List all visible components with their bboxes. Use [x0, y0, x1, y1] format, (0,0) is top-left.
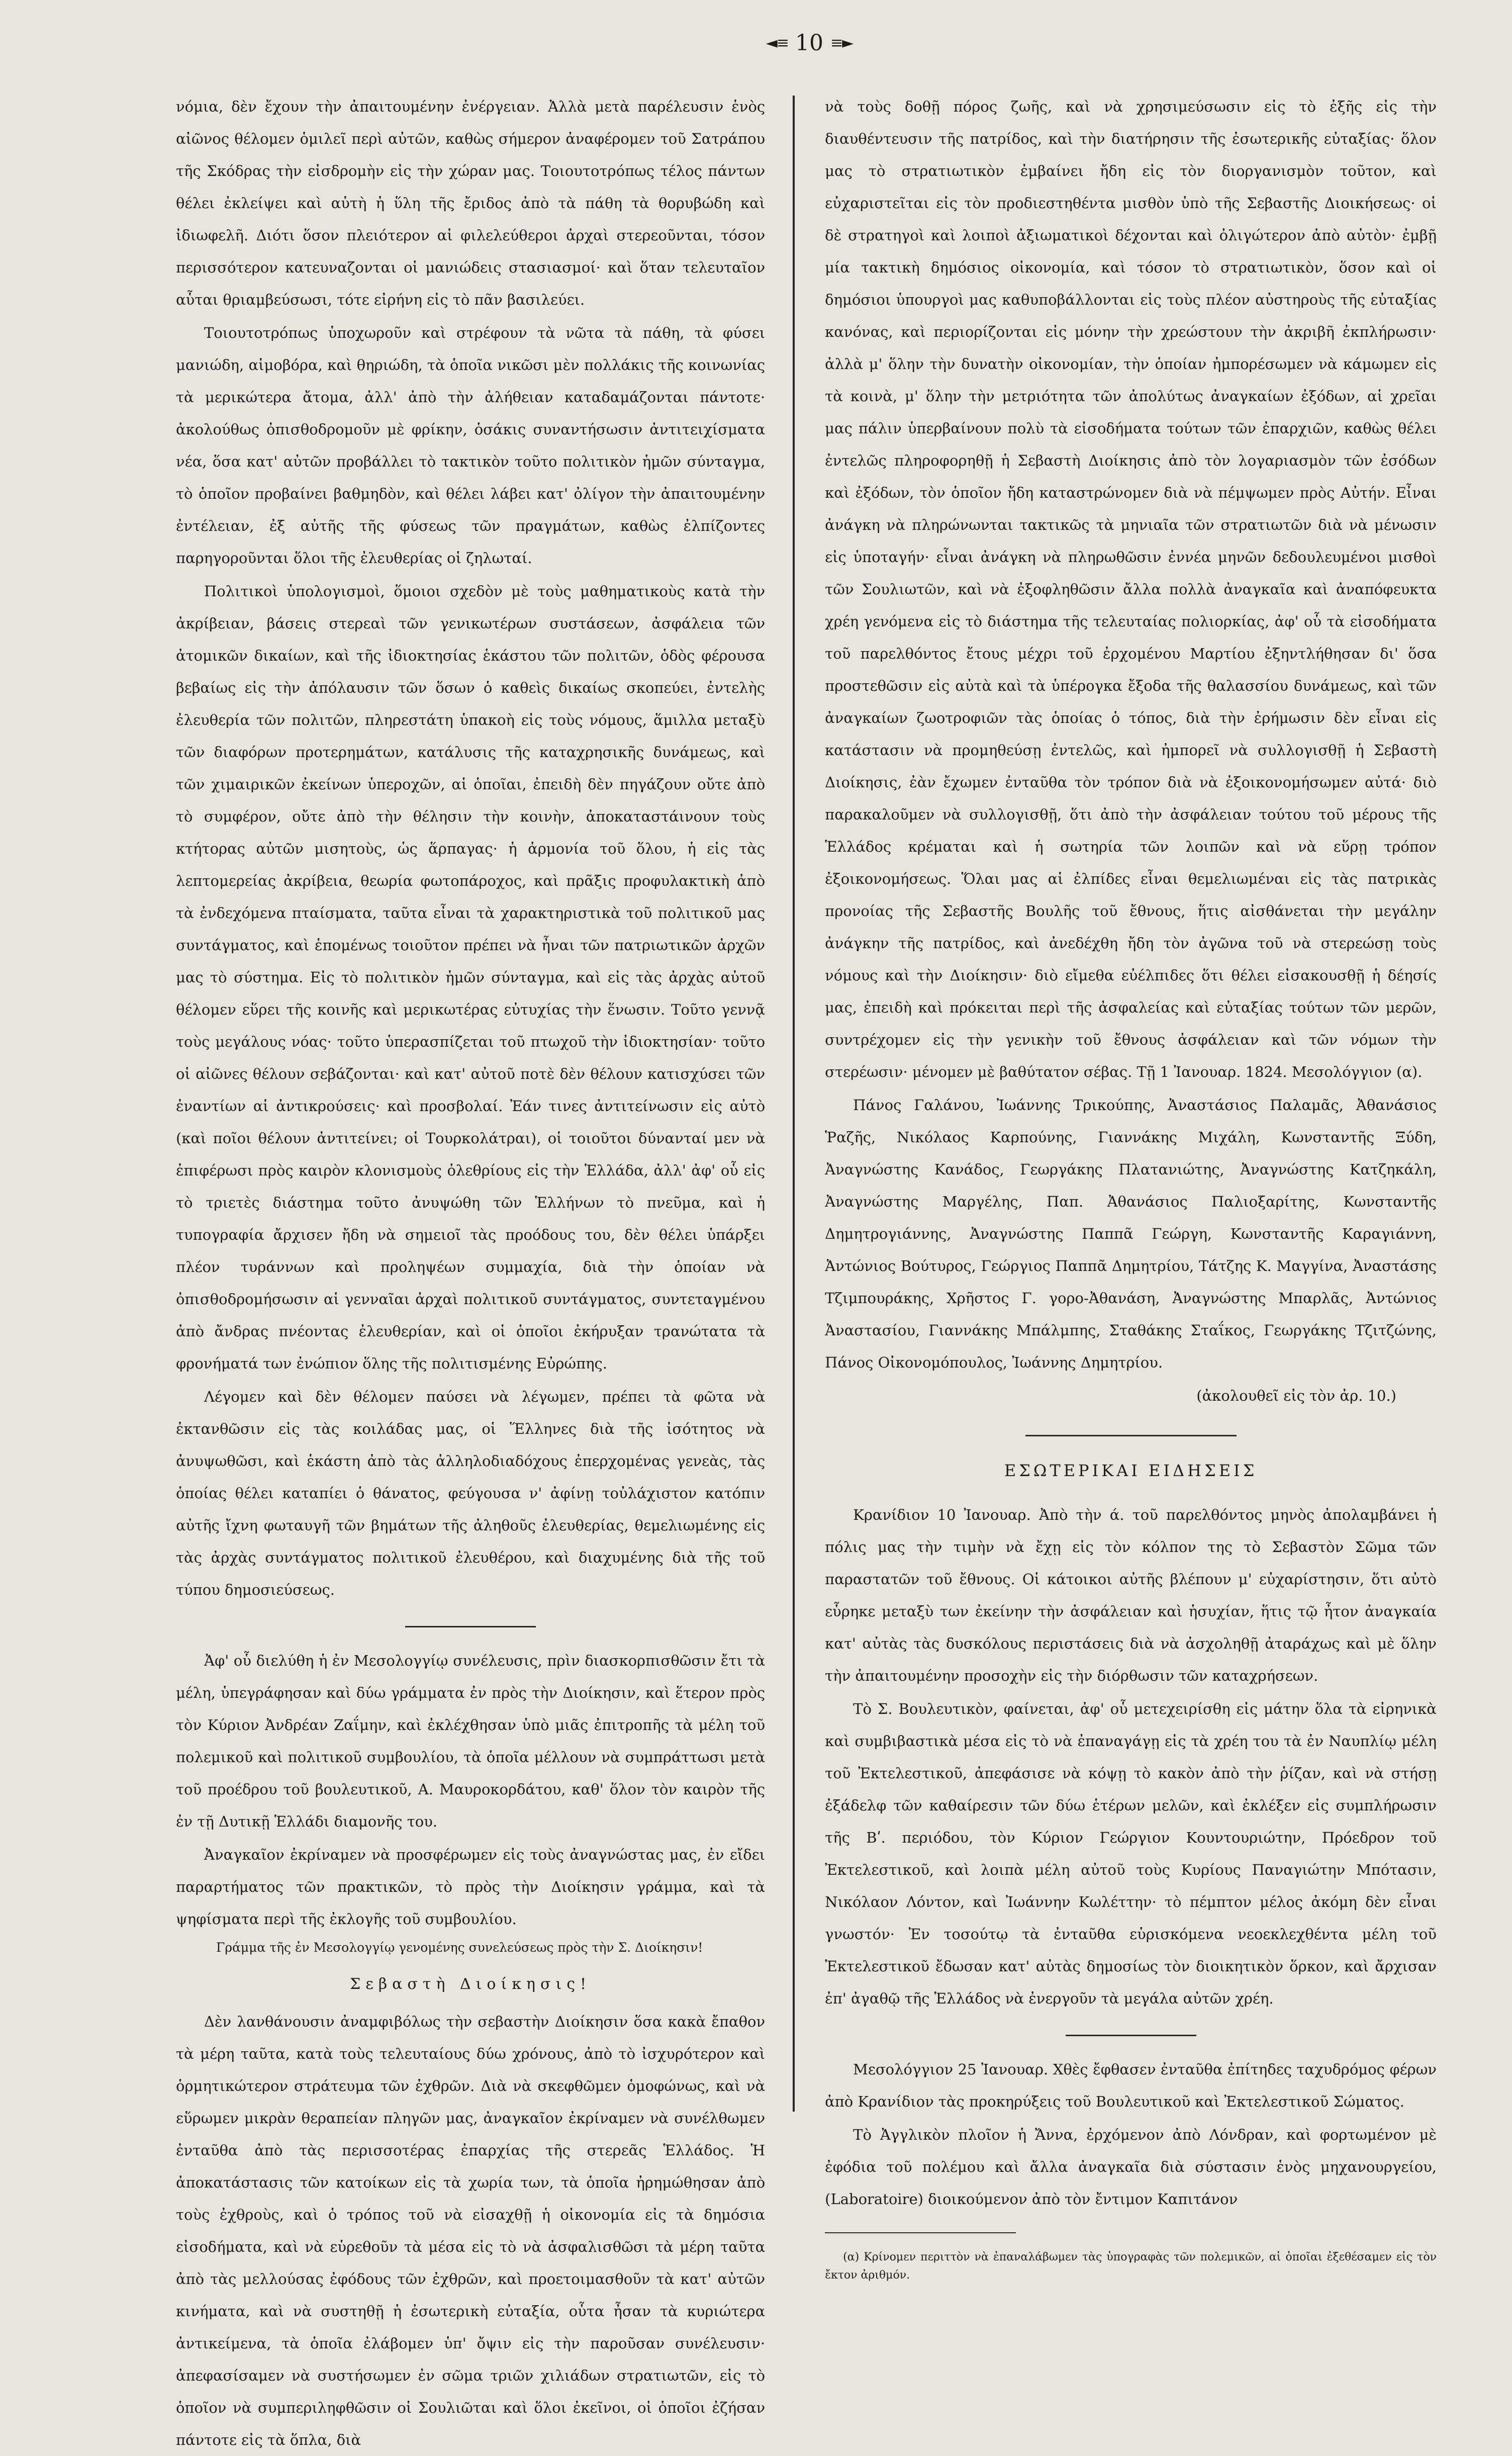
page-header	[744, 20, 875, 65]
paragraph: Δὲν λανθάνουσιν ἀναμφιβόλως τὴν σεβαστὴν Διοίκησιν ὅσα κακὰ ἔπαθον τὰ μέρη ταῦτα, κατὰ τοὺς τελευταίους δύω χρόνους, ἀπὸ τὸ ἰσχυρότερον καὶ ὁρμητικώτερον στράτευμα τῶν ἐχθρῶν. Διὰ νὰ σκεφθῶμεν ὁμοφώνως, καὶ νὰ εὕρωμεν μικρὰν θεραπείαν πληγῶν μας, ἀναγκαῖον ἐκρίναμεν νὰ συνέλθωμεν ἐνταῦθα ἀπὸ τὰς περισσοτέρας ἐπαρχίας τῆς στερεᾶς Ἑλλάδος. Ἡ ἀποκατάστασις τῶν κατοίκων εἰς τὰ χωρία των, τὰ ὁποῖα ἠρημώθησαν ἀπὸ τοὺς ἐχθροὺς, καὶ ὁ τρόπος τοῦ νὰ εἰσαχθῇ ἡ οἰκονομία εἰς τὰ δημόσια εἰσοδήματα, καὶ νὰ εὑρεθοῦν τὰ μέσα εἰς τὸ νὰ ἀσφαλισθῶσι τὰ μέρη ταῦτα ἀπὸ τὰς μελλούσας ἐφόδους τῶν ἐχθρῶν, καὶ προετοιμασθοῦν τὰ κατ' αὐτῶν κινήματα, καὶ νὰ συστηθῇ ἡ ἐσωτερικὴ εὐταξία, οὗτα ἦσαν τὰ κυριώτερα ἀντικείμενα, τὰ ὁποῖα ἐλάβομεν ὑπ' ὄψιν εἰς τὴν παροῦσαν συνέλευσιν· ἀπεφασίσαμεν νὰ συστήσωμεν ἐν σῶμα τριῶν χιλιάδων στρατιωτῶν, εἰς τὸ ὁποῖον νὰ συμπεριληφθῶσιν οἱ Σουλιῶται καὶ ὅλοι ἐκεῖνοι, οἱ ὁποῖοι ἐζήσαν πάντοτε εἰς τὰ ὅπλα, διὰ	[176, 2013, 766, 2448]
section-divider	[1025, 1435, 1237, 1436]
news-item: Τὸ Ἀγγλικὸν πλοῖον ἡ Ἄννα, ἐρχόμενον ἀπὸ Λόνδραν, καὶ φορτωμένον μὲ ἐφόδια τοῦ πολέμου καὶ ἄλλα ἀναγκαῖα διὰ σύστασιν ἑνὸς μηχανουργείου, (Laboratoire) διοικούμενον ἀπὸ τὸν ἔντιμον Καπιτάνον	[825, 2126, 1437, 2208]
signatories: Πάνος Γαλάνου, Ἰωάννης Τρικούπης, Ἀναστάσιος Παλαμᾶς, Ἀθανάσιος Ῥαζῆς, Νικόλαος Καρπούνης, Γιαννάκης Μιχάλη, Κωνσταντῆς Ξύδη, Ἀναγνώστης Κανάδος, Γεωργάκης Πλατανιώτης, Ἀναγνώστης Κατζηκάλη, Ἀναγνώστης Μαργέλης, Παπ. Ἀθανάσιος Παλιοξαρίτης, Κωνσταντῆς Δημητρογιάννης, Ἀναγνώστης Παππᾶ Γεώργη, Κωνσταντῆς Καραγιάννη, Ἀντώνιος Βούτυρος, Γεώργιος Παππᾶ Δημητρίου, Τάτζης Κ. Μαγγίνα, Ἀναστάσης Τζιμπουράκης, Χρῆστος Γ. γορο-Ἀθανάση, Ἀναγνώστης Μπαρλᾶς, Ἀντώνιος Ἀναστασίου, Γιαννάκης Μπάλμπης, Σταθάκης Σταΐκος, Γεωργάκης Τζιτζώνης, Πάνος Οἰκονομόπουλος, Ἰωάννης Δημητρίου.	[825, 1097, 1437, 1371]
right-column	[795, 90, 1437, 2282]
section-title: ΕΣΩΤΕΡΙΚΑΙ ΕΙΔΗΣΕΙΣ	[1004, 1461, 1258, 1480]
footnote: (α) Κρίνομεν περιττὸν νὰ ἐπαναλάβωμεν τὰς ὑπογραφὰς τῶν πολεμικῶν, αἱ ὁποῖαι ἐξεθέσαμεν εἰς τὸν ἔκτον ἀριθμόν.	[825, 2251, 1437, 2282]
paragraph: Τοιουτοτρόπως ὑποχωροῦν καὶ στρέφουν τὰ νῶτα τὰ πάθη, τὰ φύσει μανιώδη, αἱμοβόρα, καὶ θηριώδη, τὰ ὁποῖα νικῶσι μὲν πολλάκις τῆς κοινωνίας τὰ μερικώτερα ἄτομα, ἀλλ' ἀπὸ τὴν ἀλήθειαν καταδαμάζονται πάντοτε· ἀκολούθως ὀπισθοδρομοῦν μὲ φρίκην, ὁσάκις συναντήσωσιν ἀντιτειχίσματα νέα, ὅσα κατ' αὐτῶν προβάλλει τὸ τακτικὸν τοῦτο πολιτικὸν ἡμῶν σύνταγμα, τὸ ὁποῖον προβαίνει βαθμηδὸν, καὶ θέλει λάβει κατ' ὀλίγον τὴν ἀπαιτουμένην ἐντέλειαν, ἐξ αὐτῆς τῆς φύσεως τῶν πραγμάτων, καθὼς ἐλπίζοντες παρηγοροῦνται ὅλοι τῆς ἐλευθερίας οἱ ζηλωταί.	[176, 324, 766, 567]
left-column	[176, 90, 793, 2448]
continued-note: (ἀκολουθεῖ εἰς τὸν ἀρ. 10.)	[1196, 1387, 1396, 1404]
paragraph: Ἀναγκαῖον ἐκρίναμεν νὰ προσφέρωμεν εἰς τοὺς ἀναγνώστας μας, ἐν εἴδει παραρτήματος τῶν πρακτικῶν, τὸ πρὸς τὴν Διοίκησιν γράμμα, καὶ τὰ ψηφίσματα περὶ τῆς ἐκλογῆς τοῦ συμβουλίου.	[176, 1846, 766, 1928]
paragraph: Ἀφ' οὗ διελύθη ἡ ἐν Μεσολογγίῳ συνέλευσις, πρὶν διασκορπισθῶσιν ἔτι τὰ μέλη, ὑπεγράφησαν καὶ δύω γράμματα ἐν πρὸς τὴν Διοίκησιν, καὶ ἕτερον πρὸς τὸν Κύριον Ἀνδρέαν Ζαΐμην, καὶ ἐκλέχθησαν ὑπὸ μιᾶς ἐπιτροπῆς τὰ μέλη τοῦ πολεμικοῦ καὶ πολιτικοῦ συμβουλίου, τὰ ὁποῖα μέλλουν νὰ συμπράττωσι μετὰ τοῦ προέδρου τοῦ βουλευτικοῦ, Α. Μαυροκορδάτου, καθ' ὅλον τὸν καιρὸν τῆς ἐν τῇ Δυτικῇ Ἑλλάδι διαμονῆς του.	[176, 1652, 766, 1830]
left-ornament-icon: ◄≡	[766, 34, 788, 52]
page-number: 10	[795, 30, 823, 56]
letter-caption: Γράμμα τῆς ἐν Μεσολογγίῳ γενομένης συνελεύσεως πρὸς τὴν Σ. Διοίκησιν!	[216, 1940, 703, 1955]
section-divider	[1066, 2035, 1196, 2036]
news-item: Τὸ Σ. Βουλευτικὸν, φαίνεται, ἀφ' οὗ μετεχειρίσθη εἰς μάτην ὅλα τὰ εἰρηνικὰ καὶ συμβιβαστικὰ μέσα εἰς τὸ νὰ ἐπαναγάγῃ εἰς τὰ χρέη του τὰ ἐν Ναυπλίῳ μέλη τοῦ Ἐκτελεστικοῦ, ἀπεφάσισε νὰ κόψῃ τὸ κακὸν ἀπὸ τὴν ῥίζαν, καὶ νὰ στήσῃ ἐξάδελφ τῶν καθαίρεσιν τῶν δύω ἑτέρων μελῶν, καὶ ἐκλέξεν εἰς συμπλήρωσιν τῆς Βʹ. περιόδου, τὸν Κύριον Γεώργιον Κουντουριώτην, Πρόεδρον τοῦ Ἐκτελεστικοῦ, καὶ λοιπὰ μέλη αὐτοῦ τοὺς Κυρίους Παναγιώτην Μπότασιν, Νικόλαον Λόντον, καὶ Ἰωάννην Κωλέττην· τὸ πέμπτον μέλος ἀκόμη δὲν εἶναι γνωστόν· Ἐν τοσούτῳ τὰ ἐνταῦθα εὑρισκόμενα νεοεκλεχθέντα μέλη τοῦ Ἐκτελεστικοῦ ἔδωσαν κατ' αὐτὰς δημοσίως τὸν διοικητικὸν ὅρκον, καὶ ἄρχισαν ἐπ' ἀγαθῷ τῆς Ἑλλάδος νὰ ἐνεργοῦν τὰ μεγάλα αὐτῶν χρέη.	[825, 1700, 1437, 2007]
two-column-layout	[176, 90, 1437, 2448]
paragraph: Λέγομεν καὶ δὲν θέλομεν παύσει νὰ λέγωμεν, πρέπει τὰ φῶτα νὰ ἐκτανθῶσιν εἰς τὰς κοιλάδας μας, οἱ Ἕλληνες διὰ τῆς ἰσότητος νὰ ἀνυψωθῶσι, καὶ ἑκάστη ἀπὸ τὰς ἀλληλοδιαδόχους ἐπερχομένας γενεὰς, τὰς ὁποίας θέλει καταπίει ὁ θάνατος, φεύγουσα ν' ἀφίνῃ τοὐλάχιστον κατόπιν αὐτῆς ἴχνη φωταυγῆ τῶν βημάτων τῆς ἀληθοῦς ἐλευθερίας, θεμελιωμένης εἰς τὰς ἀρχὰς συντάγματος πολιτικοῦ ἐλευθέρου, καὶ διαχυμένης διὰ τῆς τοῦ τύπου δημοσιεύσεως.	[176, 1388, 766, 1598]
news-item: Μεσολόγγιον 25 Ἰανουαρ. Χθὲς ἔφθασεν ἐνταῦθα ἐπίτηδες ταχυδρόμος φέρων ἀπὸ Κρανίδιον τὰς προκηρύξεις τοῦ Βουλευτικοῦ καὶ Ἐκτελεστικοῦ Σώματος.	[825, 2061, 1437, 2110]
paragraph: νὰ τοὺς δοθῇ πόρος ζωῆς, καὶ νὰ χρησιμεύσωσιν εἰς τὸ ἐξῆς εἰς τὴν διαυθέντευσιν τῆς πατρίδος, καὶ τὴν διατήρησιν τῆς ἐσωτερικῆς εὐταξίας· ὅλον μας τὸ στρατιωτικὸν ἐμβαίνει ἤδη εἰς τὸν διοργανισμὸν τοῦτον, καὶ εὐχαριστεῖται εἰς τὸν προδιεστηθέντα μισθὸν ὑπὸ τῆς Σεβαστῆς Διοικήσεως· οἱ δὲ στρατηγοὶ καὶ λοιποὶ ἀξιωματικοὶ δέχονται καὶ ὀλιγώτερον ἀπὸ αὐτὸν· ἐμβῇ μία τακτικὴ δημόσιος οἰκονομία, καὶ τόσον τὸ στρατιωτικὸν, ὅσον καὶ οἱ δημόσιοι ὑπουργοὶ μας καθυποβάλλονται εἰς τοὺς πλέον αὐστηροὺς τῆς εὐταξίας κανόνας, καὶ περιορίζονται εἰς μόνην τὴν χρεώστουν τὴν ἀκριβῆ ἐκπλήρωσιν· ἀλλὰ μ' ὅλην τὴν δυνατὴν οἰκονομίαν, τὴν ὁποίαν ἠμπορέσωμεν νὰ κάμωμεν εἰς τὰ κοινὰ, μ' ὅλην τὴν μετριότητα τῶν ἀπολύτως ἀναγκαίων ἐξόδων, αἱ χρεῖαι μας πάλιν ὑπερβαίνουν πολὺ τὰ εἰσοδήματα τούτων τῶν ἐπαρχιῶν, καθὼς θέλει ἐντελῶς πληροφορηθῇ ἡ Σεβαστὴ Διοίκησις ἀπὸ τὸν λογαριασμὸν τῶν ἐσόδων καὶ ἐξόδων, τὸν ὁποῖον ἤδη καταστρώνομεν διὰ νὰ πέμψωμεν πρὸς Αὐτήν. Εἶναι ἀνάγκη νὰ πληρώνωνται τακτικῶς τὰ μηνιαῖα τῶν στρατιωτῶν διὰ νὰ μένωσιν εἰς ὑποταγήν· εἶναι ἀνάγκη νὰ πληρωθῶσιν ἐννέα μηνῶν δεδουλευμένοι μισθοὶ τῶν Σουλιωτῶν, καὶ νὰ ἐξοφληθῶσιν ἄλλα πολλὰ ἀναγκαῖα καὶ ἀναπόφευκτα χρέη γενόμενα εἰς τὸ διάστημα τῆς τελευταίας πολιορκίας, ἀφ' οὗ τὰ εἰσοδήματα τοῦ παρελθόντος ἔτους μέχρι τοῦ ἐρχομένου Μαρτίου ἐξηντλήθησαν δι' ὅσα προστεθῶσιν εἰς αὐτὰ καὶ τὰ ὑπέρογκα ἔξοδα τῆς θαλασσίου δυνάμεως, καὶ τῶν ἀναγκαίων ζωοτροφιῶν τὰς ὁποίας ὁ τόπος, διὰ τὴν ἐρήμωσιν δὲν εἶναι εἰς κατάστασιν νὰ προμηθεύσῃ ἐντελῶς, καὶ ἠμπορεῖ νὰ συλλογισθῇ ἡ Σεβαστὴ Διοίκησις, ἐὰν ἔχωμεν ἐνταῦθα τὸν τρόπον διὰ νὰ ἐξοικονομήσωμεν αὐτά· διὸ παρακαλοῦμεν νὰ συλλογισθῇ, ὅτι ἀπὸ τὴν ἀσφάλειαν τούτου τοῦ μέρους τῆς Ἑλλάδος κρέμαται καὶ ἡ σωτηρία τῶν λοιπῶν καὶ νὰ εὕρῃ τρόπον ἐξοικονομήσεως. Ὅλαι μας αἱ ἐλπίδες εἶναι θεμελιωμέναι εἰς τὰς πατρικὰς προνοίας τῆς Σεβαστῆς Βουλῆς τοῦ ἔθνους, ἥτις αἰσθάνεται τὴν μεγάλην ἀνάγκην τῆς πατρίδος, καὶ ἀνεδέχθη ἤδη τὸν ἀγῶνα τοῦ νὰ στερεώσῃ τοὺς νόμους καὶ τὴν Διοίκησιν· διὸ εἴμεθα εὐέλπιδες ὅτι θέλει εἰσακουσθῇ ἡ δέησίς μας, ἐπειδὴ καὶ πρόκειται περὶ τῆς ἀσφαλείας καὶ εὐταξίας τούτων τῶν μερῶν, συντρέχομεν εἰς τὴν γενικὴν τοῦ ἔθνους ἀσφάλειαν καὶ τῶν νόμων τὴν στερέωσιν· μένομεν μὲ βαθύτατον σέβας. Τῇ 1 Ἰανουαρ. 1824. Μεσολόγγιον (α).	[825, 98, 1437, 1080]
right-ornament-icon: ≡►	[830, 34, 853, 52]
paragraph: Πολιτικοὶ ὑπολογισμοὶ, ὅμοιοι σχεδὸν μὲ τοὺς μαθηματικοὺς κατὰ τὴν ἀκρίβειαν, βάσεις στερεαὶ τῶν γενικωτέρων συστάσεων, ἀσφάλεια τῶν ἀτομικῶν δικαίων, καὶ τῆς ἰδιοκτησίας ἑκάστου τῶν πολιτῶν, ὁδὸς φέρουσα βεβαίως εἰς τὴν ἀπόλαυσιν τῶν ὅσων ὁ καθεὶς δικαίως σκοπεύει, ἐντελὴς ἐλευθερία τῶν πολιτῶν, πληρεστάτη ὑπακοὴ εἰς τοὺς νόμους, ἅμιλλα μεταξὺ τῶν διαφόρων προτερημάτων, κατάλυσις τῆς καταχρησικῆς δυνάμεως, καὶ τῶν χιμαιρικῶν ἐκείνων ὑπεροχῶν, αἱ ὁποῖαι, ἐπειδὴ δὲν πηγάζουν οὔτε ἀπὸ τὸ συμφέρον, οὔτε ἀπὸ τὴν θέλησιν τὴν κοινὴν, ἀποκαταστάινουν τοὺς κτήτορας αὐτῶν μισητοὺς, ὡς ἅρπαγας· ἡ ἁρμονία τοῦ ὅλου, ἡ εἰς τὰς λεπτομερείας ἀκρίβεια, θεωρία φωτοπάροχος, καὶ πρᾶξις προφυλακτικὴ ἀπὸ τὰ ἐνδεχόμενα πταίσματα, ταῦτα εἶναι τὰ χαρακτηριστικὰ τοῦ πολιτικοῦ μας συντάγματος, καὶ ἑπομένως τοιοῦτον πρέπει νὰ ἦναι τῶν πατριωτικῶν ἀρχῶν μας τὸ σύστημα. Εἰς τὸ πολιτικὸν ἡμῶν σύνταγμα, καὶ εἰς τὰς ἀρχὰς αὐτοῦ θέλομεν εὕρει τῆς κοινῆς καὶ μερικωτέρας εὐτυχίας τὴν ἕνωσιν. Τοῦτο γεννᾷ τοὺς μεγάλους νόας· τοῦτο ὑπερασπίζεται τοῦ πτωχοῦ τὴν ἰδιοκτησίαν· τοῦτο οἱ αἰῶνες θέλουν σεβάζονται· καὶ κατ' αὐτοῦ ποτὲ δὲν θέλουν κατισχύσει τῶν ἐναντίων αἱ ἀντικρούσεις· καὶ προσβολαί. Ἐάν τινες ἀντιτείνωσιν εἰς αὐτὸ (καὶ ποῖοι θέλουν ἀντιτείνει; οἱ Τουρκολάτραι), οἱ τοιοῦτοι δύνανταί μεν νὰ ἐπιφέρωσι πρὸς καιρὸν κλονισμοὺς ὀλεθρίους εἰς τὴν Ἑλλάδα, ἀλλ' ἀφ' οὗ εἰς τὸ τριετὲς διάστημα τοῦτο ἀνυψώθη τῶν Ἑλλήνων τὸ πνεῦμα, καὶ ἡ τυπογραφία ἄρχισεν ἤδη νὰ σημειοῖ τὰς προόδους του, δὲν θέλει ὑπάρξει πλέον τυράννων καὶ προληψέων συμμαχία, διὰ τὴν ὁποίαν νὰ ὀπισθοδρομήσωσιν αἱ γενναῖαι ἀρχαὶ πολιτικοῦ συντάγματος, συντεταγμένου ἀπὸ ἄνδρας πνέοντας ἐλευθερίαν, καὶ οἱ ὁποῖοι ἐκήρυξαν τρανώτατα τὰ φρονήματά των ἐνώπιον ὅλης τῆς πολιτισμένης Εὐρώπης.	[176, 583, 766, 1372]
letter-salutation: Σεβαστὴ Διοίκησις!	[350, 1975, 592, 1993]
footnote-rule	[825, 2232, 1016, 2233]
news-item: Κρανίδιον 10 Ἰανουαρ. Ἀπὸ τὴν ά. τοῦ παρελθόντος μηνὸς ἀπολαμβάνει ἡ πόλις μας τὴν τιμὴν νὰ ἔχῃ εἰς τὸν κόλπον της τὸ Σεβαστὸν Σῶμα τῶν παραστατῶν τοῦ ἔθνους. Οἱ κάτοικοι αὐτῆς βλέπουν μ' εὐχαρίστησιν, ὅτι αὐτὸ εὗρηκε μεταξὺ των ἐκείνην τὴν ἀσφάλειαν καὶ ἡσυχίαν, ἥτις τῷ ἦτον ἀναγκαία κατ' αὐτὰς τὰς δυσκόλους περιστάσεις διὰ νὰ ἀσχοληθῇ ἀταράχως καὶ μὲ ὅλην τὴν ἀπαιτουμένην προσοχὴν εἰς τὴν διόρθωσιν τῶν καταχρήσεων.	[825, 1506, 1437, 1684]
paragraph: νόμια, δὲν ἔχουν τὴν ἀπαιτουμένην ἐνέργειαν. Ἀλλὰ μετὰ παρέλευσιν ἑνὸς αἰῶνος θέλομεν ὁμιλεῖ περὶ αὐτῶν, καθὼς σήμερον ἀναφέρομεν τοῦ Σατράπου τῆς Σκόδρας τὴν εἰσδρομὴν εἰς τὴν χώραν μας. Τοιουτοτρόπως τέλος πάντων θέλει ἐκλείψει καὶ αὐτὴ ἡ ὕλη τῆς ἔριδος ἀπὸ τὰ πάθη τὰ θορυβώδη καὶ ἰδιωφελῆ. Διότι ὅσον πλειότερον αἱ φιλελεύθεροι ἀρχαὶ στερεοῦνται, τόσον περισσότερον κατευναζονται οἱ μανιώδεις στασιασμοί· καὶ ὅταν τελευταῖον αὗται θριαμβεύσωσι, τότε εἰρήνη εἰς τὸ πᾶν βασιλεύει.	[176, 98, 766, 308]
section-divider	[405, 1626, 536, 1627]
